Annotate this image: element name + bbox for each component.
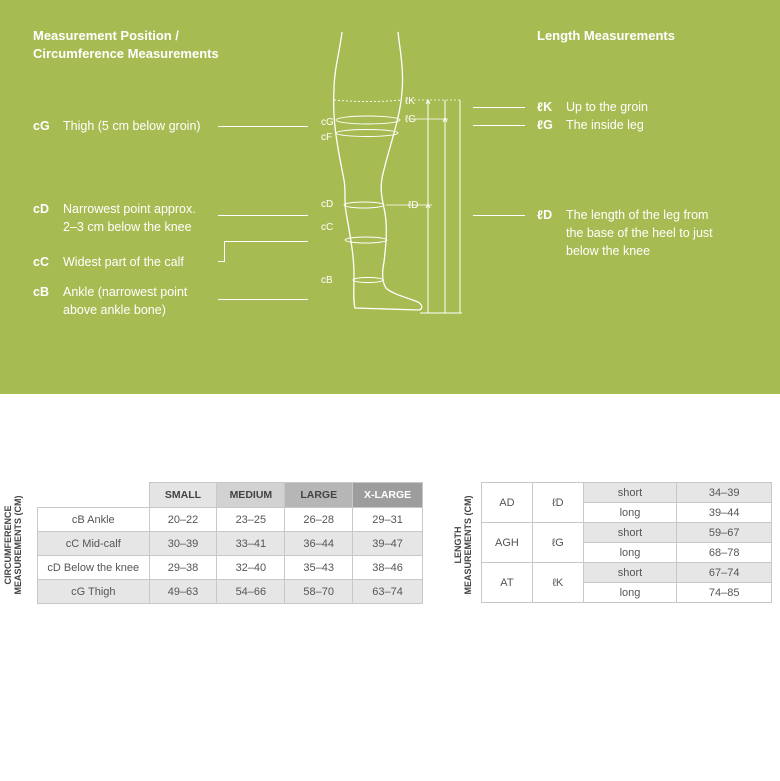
style-cell: AT bbox=[482, 563, 533, 603]
table-row bbox=[38, 580, 423, 604]
length-cell: short bbox=[583, 523, 677, 543]
leader-line-cG bbox=[218, 126, 308, 127]
right-item-text-lK: Up to the groin bbox=[566, 100, 648, 114]
code-cell: ℓG bbox=[532, 523, 583, 563]
code-cell: ℓD bbox=[532, 483, 583, 523]
length-cell: long bbox=[583, 543, 677, 563]
table-row bbox=[482, 523, 772, 543]
table-cell: 35–43 bbox=[285, 556, 353, 580]
left-item-code-cD: cD bbox=[33, 202, 49, 216]
diagram-label-cB: cB bbox=[321, 275, 333, 286]
right-item-code-lD: ℓD bbox=[537, 208, 553, 222]
row-label: cB Ankle bbox=[38, 508, 150, 532]
style-cell: AGH bbox=[482, 523, 533, 563]
table-row bbox=[482, 483, 772, 503]
leader-line-lK bbox=[473, 107, 525, 108]
header-x-large: X-LARGE bbox=[353, 483, 423, 508]
table-row bbox=[482, 563, 772, 583]
leader-line-lG bbox=[473, 125, 525, 126]
diagram-label-lD: ℓD bbox=[408, 200, 419, 211]
diagram-label-cG: cG bbox=[321, 117, 334, 128]
leader-line-cC bbox=[224, 241, 308, 242]
diagram-label-cC: cC bbox=[321, 222, 334, 233]
diagram-label-cD: cD bbox=[321, 199, 334, 210]
left-item-text-cC: Widest part of the calf bbox=[63, 255, 184, 269]
table-cell: 20–22 bbox=[149, 508, 217, 532]
diagram-label-lG: ℓG bbox=[405, 114, 417, 125]
style-cell: AD bbox=[482, 483, 533, 523]
table-cell: 38–46 bbox=[353, 556, 423, 580]
circumference-header-row bbox=[38, 483, 423, 508]
right-item-text-lD-line2: the base of the heel to just bbox=[566, 226, 713, 240]
left-item-text-cB-line1: Ankle (narrowest point bbox=[63, 285, 188, 299]
leader-line-cD bbox=[218, 215, 308, 216]
table-cell: 26–28 bbox=[285, 508, 353, 532]
table-cell: 29–38 bbox=[149, 556, 217, 580]
left-item-code-cG: cG bbox=[33, 119, 50, 133]
left-item-text-cG: Thigh (5 cm below groin) bbox=[63, 119, 201, 133]
right-item-text-lD-line1: The length of the leg from bbox=[566, 208, 709, 222]
table-cell: 23–25 bbox=[217, 508, 285, 532]
left-heading-line1: Measurement Position / bbox=[33, 28, 179, 43]
row-label: cC Mid-calf bbox=[38, 532, 150, 556]
table-row bbox=[38, 532, 423, 556]
table-cell: 39–47 bbox=[353, 532, 423, 556]
range-cell: 39–44 bbox=[677, 503, 772, 523]
table-row bbox=[38, 556, 423, 580]
length-side-label-line1: LENGTH bbox=[453, 526, 463, 564]
left-item-text-cB-line2: above ankle bone) bbox=[63, 303, 166, 317]
range-cell: 59–67 bbox=[677, 523, 772, 543]
right-item-code-lK: ℓK bbox=[537, 100, 553, 114]
left-item-code-cB: cB bbox=[33, 285, 49, 299]
table-cell: 63–74 bbox=[353, 580, 423, 604]
length-side-label bbox=[453, 493, 477, 597]
length-table bbox=[481, 482, 772, 603]
table-cell: 54–66 bbox=[217, 580, 285, 604]
right-heading: Length Measurements bbox=[537, 28, 675, 43]
circumference-side-label-line1: CIRCUMFERENCE bbox=[3, 505, 13, 585]
left-item-code-cC: cC bbox=[33, 255, 49, 269]
diagram-label-cF: cF bbox=[321, 132, 333, 143]
header-empty bbox=[38, 483, 150, 508]
table-cell: 49–63 bbox=[149, 580, 217, 604]
right-item-text-lD-line3: below the knee bbox=[566, 244, 651, 258]
range-cell: 74–85 bbox=[677, 583, 772, 603]
right-item-text-lG: The inside leg bbox=[566, 118, 644, 132]
length-cell: long bbox=[583, 583, 677, 603]
length-cell: short bbox=[583, 483, 677, 503]
leader-line-cC-vertical bbox=[224, 241, 225, 261]
circumference-table bbox=[37, 482, 423, 604]
row-label: cD Below the knee bbox=[38, 556, 150, 580]
header-small: SMALL bbox=[149, 483, 217, 508]
circumference-side-label-line2: MEASUREMENTS (CM) bbox=[13, 495, 23, 595]
left-item-text-cD-line2: 2–3 cm below the knee bbox=[63, 220, 192, 234]
leader-line-cC-stub bbox=[218, 261, 225, 262]
table-cell: 29–31 bbox=[353, 508, 423, 532]
header-medium: MEDIUM bbox=[217, 483, 285, 508]
table-cell: 32–40 bbox=[217, 556, 285, 580]
right-item-code-lG: ℓG bbox=[537, 118, 553, 132]
table-cell: 36–44 bbox=[285, 532, 353, 556]
table-cell: 30–39 bbox=[149, 532, 217, 556]
table-row bbox=[38, 508, 423, 532]
table-cell: 33–41 bbox=[217, 532, 285, 556]
row-label: cG Thigh bbox=[38, 580, 150, 604]
left-item-text-cD-line1: Narrowest point approx. bbox=[63, 202, 196, 216]
length-cell: short bbox=[583, 563, 677, 583]
leader-line-cB bbox=[218, 299, 308, 300]
range-cell: 34–39 bbox=[677, 483, 772, 503]
left-heading-line2: Circumference Measurements bbox=[33, 46, 219, 61]
table-cell: 58–70 bbox=[285, 580, 353, 604]
length-cell: long bbox=[583, 503, 677, 523]
code-cell: ℓK bbox=[532, 563, 583, 603]
range-cell: 67–74 bbox=[677, 563, 772, 583]
leader-line-lD bbox=[473, 215, 525, 216]
circumference-side-label bbox=[3, 493, 27, 597]
length-side-label-line2: MEASUREMENTS (CM) bbox=[463, 495, 473, 595]
range-cell: 68–78 bbox=[677, 543, 772, 563]
header-large: LARGE bbox=[285, 483, 353, 508]
diagram-label-lK: ℓK bbox=[405, 96, 415, 107]
